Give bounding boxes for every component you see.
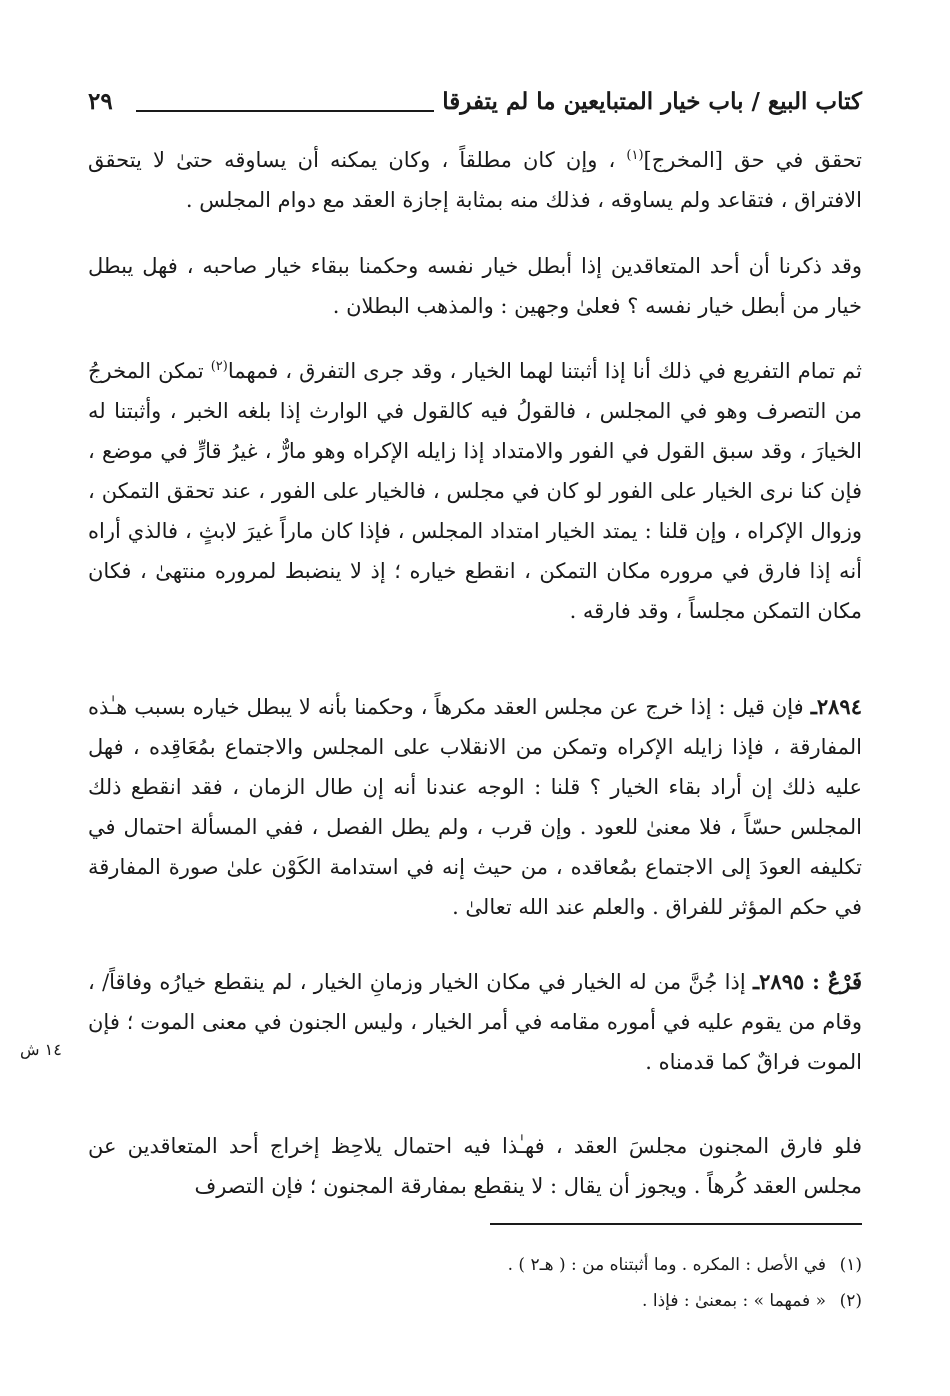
folio-slash: /	[102, 970, 110, 994]
footnote-number: (٢)	[839, 1291, 862, 1311]
paragraph-2: وقد ذكرنا أن أحد المتعاقدين إذا أبطل خيار نفسه وحكمنا ببقاء خيار صاحبه ، فهل يبطل خيار من أبطل خيار نفسه ؟ فعلىٰ وجهين : والمذهب البطلان .	[88, 254, 862, 318]
footnote-number: (١)	[839, 1255, 862, 1275]
footnote-ref-2: (٢)	[210, 359, 228, 374]
margin-folio-note: ١٤ ش	[20, 1040, 62, 1059]
paragraph-3: ثم تمام التفريع في ذلك أنا إذا أثبتنا لهما الخيار ، وقد جرى التفرق ، فمهما$^{(٢)}$ تمكن المخرجُ من التصرف وهو في المجلس ، فالقولُ فيه كالقول في الوارث إذا بلغه الخبر ، وأثبتنا له الخيارَ ، وقد سبق القول في الفور والامتداد إذا زايله الإكراه وهو مارٌّ ، غيرُ قارٍّ في موضع ، فإن كنا نرى الخيار على الفور لو كان في مجلس ، فالخيار على الفور ، عند تحقق التمكن ، وزوال الإكراه ، وإن قلنا : يمتد الخيار امتداد المجلس ، فإذا كان ماراً غيرَ لابثٍ ، فالذي أراه أنه إذا فارق في مروره مكان التمكن ، انقطع خياره ؛ إذ لا ينضبط لمروره منتهىٰ ، فكان مكان التمكن مجلساً ، وقد فارقه .	[88, 359, 862, 623]
far-label: فَرْعٌ :	[804, 969, 863, 994]
issue-number: ٢٨٩٥ـ	[752, 969, 805, 994]
header-rule	[136, 110, 434, 112]
running-header	[88, 88, 862, 124]
footnote-text: في الأصل : المكره . وما أثبتناه من : ( هـ٢ ) .	[507, 1255, 826, 1275]
issue-number: ٢٨٩٤ـ	[810, 694, 862, 719]
footnote-rule	[490, 1223, 862, 1225]
page-number: ٢٩	[88, 88, 113, 115]
footnote-2	[88, 1286, 862, 1316]
paragraph-2894: ٢٨٩٤ـ فإن قيل : إذا خرج عن مجلس العقد مكرهاً ، وحكمنا بأنه لا يبطل خياره بسبب هـٰذه المفارقة ، فإذا زايله الإكراه وتمكن من الانقلاب على المجلس والاجتماع بمُعَاقِده ، فهل عليه ذلك إن أراد بقاء الخيار ؟ قلنا : الوجه عندنا أنه إن طال الزمان ، فقد انقطع ذلك المجلس حسّاً ، فلا معنىٰ للعود . وإن قرب ، ولم يطل الفصل ، ففي المسألة احتمال في تكليفه العودَ إلى الاجتماع بمُعاقده ، من حيث إنه في استدامة الكَوْن علىٰ صورة المفارقة في حكم المؤثر للفراق . والعلم عند الله تعالىٰ .	[88, 694, 862, 919]
running-title: كتاب البيع / باب خيار المتبايعين ما لم يتفرقا	[442, 88, 862, 115]
footnote-text: « فمهما » : بمعنىٰ : فإذا .	[642, 1291, 826, 1311]
footnote-1	[88, 1250, 862, 1280]
footnote-ref-1: (١)	[626, 148, 644, 163]
paragraph-2895: فَرْعٌ : ٢٨٩٥ـ إذا جُنَّ من له الخيار في مكان الخيار وزمانِ الخيار ، لم ينقطع خيارُه وفاقاً/ ، وقام من يقوم عليه في أموره مقامه في أمر الخيار ، وليس الجنون في معنى الموت ؛ فإن الموت فراقٌ كما قدمناه .	[88, 969, 863, 1074]
paragraph-1: تحقق في حق [المخرج]$^{(١)}$ ، وإن كان مطلقاً ، وكان يمكنه أن يساوقه حتىٰ لا يتحقق الافتراق ، فتقاعد ولم يساوقه ، فذلك منه بمثابة إجازة العقد مع دوام المجلس .	[88, 148, 863, 212]
paragraph-6: فلو فارق المجنون مجلسَ العقد ، فهـٰذا فيه احتمال يلاحِظ إخراج أحد المتعاقدين عن مجلس العقد كُرهاً . ويجوز أن يقال : لا ينقطع بمفارقة المجنون ؛ فإن التصرف	[88, 1134, 862, 1198]
